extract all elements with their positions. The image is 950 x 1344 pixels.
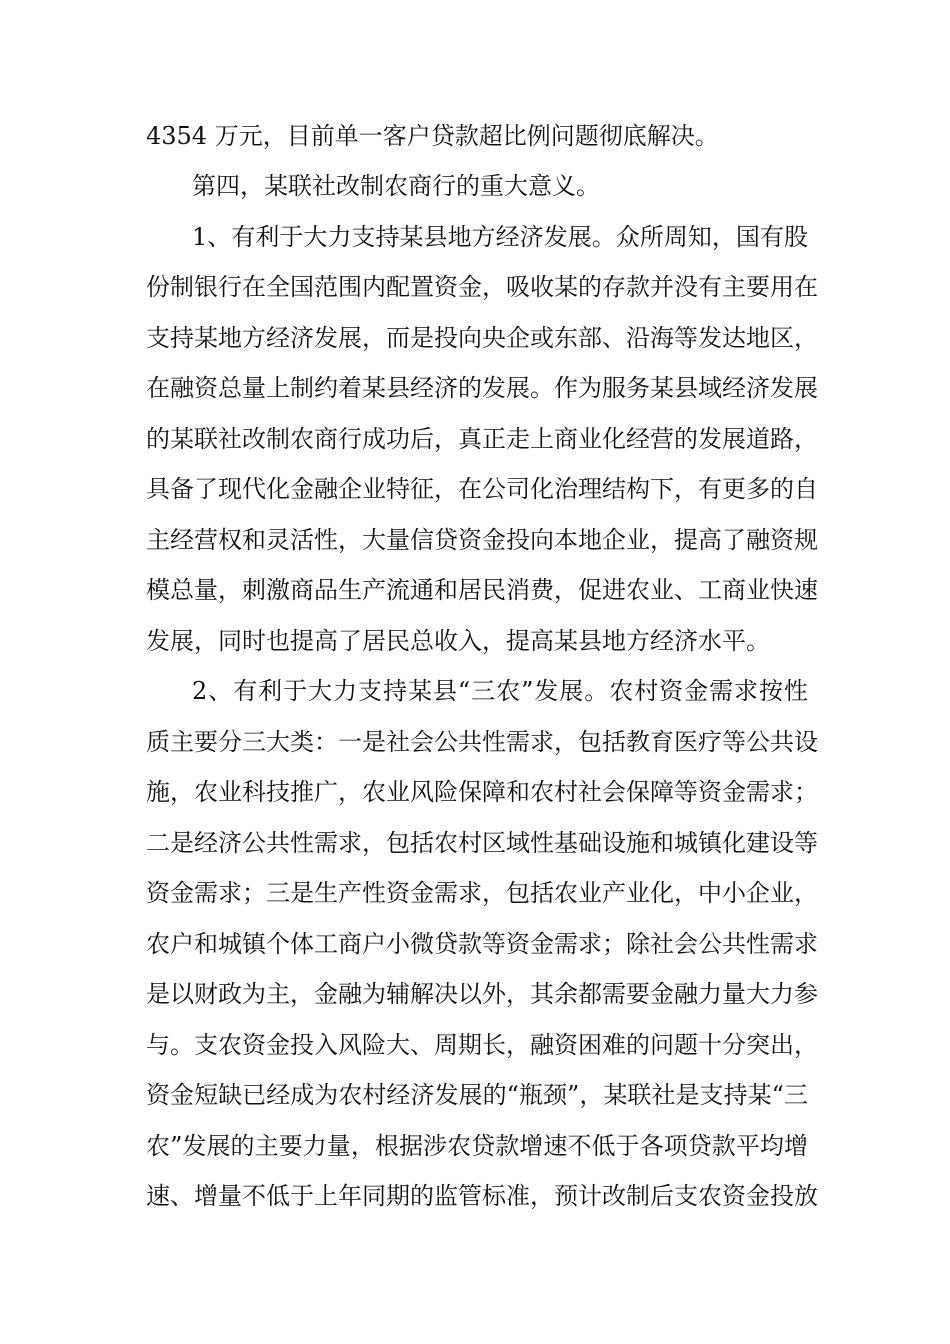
text-line: 资金需求；三是生产性资金需求，包括农业产业化，中小企业， (146, 879, 818, 907)
text-line: 模总量，刺激商品生产流通和居民消费，促进农业、工商业快速 (146, 576, 818, 604)
text-line: 速、增量不低于上年同期的监管标准，预计改制后支农资金投放 (146, 1182, 818, 1210)
text-line: 2、有利于大力支持某县“三农”发展。农村资金需求按性 (192, 677, 808, 705)
text-line: 支持某地方经济发展，而是投向央企或东部、沿海等发达地区， (146, 324, 818, 352)
text-line: 质主要分三大类：一是社会公共性需求，包括教育医疗等公共设 (146, 728, 818, 756)
text-line: 的某联社改制农商行成功后，真正走上商业化经营的发展道路， (146, 425, 818, 453)
text-line: 1、有利于大力支持某县地方经济发展。众所周知，国有股 (192, 223, 808, 251)
text-line: 是以财政为主，金融为辅解决以外，其余都需要金融力量大力参 (146, 980, 818, 1008)
text-line: 4354 万元，目前单一客户贷款超比例问题彻底解决。 (146, 122, 719, 150)
text-line: 份制银行在全国范围内配置资金，吸收某的存款并没有主要用在 (146, 273, 818, 301)
text-line: 农”发展的主要力量，根据涉农贷款增速不低于各项贷款平均增 (146, 1132, 808, 1160)
text-line: 资金短缺已经成为农村经济发展的“瓶颈”，某联社是支持某“三 (146, 1081, 808, 1109)
text-line: 在融资总量上制约着某县经济的发展。作为服务某县域经济发展 (146, 374, 818, 402)
text-line: 发展，同时也提高了居民总收入，提高某县地方经济水平。 (146, 627, 770, 655)
text-line: 与。支农资金投入风险大、周期长，融资困难的问题十分突出， (146, 1031, 818, 1059)
text-line: 施，农业科技推广，农业风险保障和农村社会保障等资金需求； (146, 778, 818, 806)
text-line: 农户和城镇个体工商户小微贷款等资金需求；除社会公共性需求 (146, 930, 818, 958)
text-line: 二是经济公共性需求，包括农村区域性基础设施和城镇化建设等 (146, 829, 818, 857)
text-line: 主经营权和灵活性，大量信贷资金投向本地企业，提高了融资规 (146, 526, 818, 554)
text-line: 具备了现代化金融企业特征，在公司化治理结构下，有更多的自 (146, 475, 818, 503)
section-heading: 第四，某联社改制农商行的重大意义。 (192, 172, 600, 200)
